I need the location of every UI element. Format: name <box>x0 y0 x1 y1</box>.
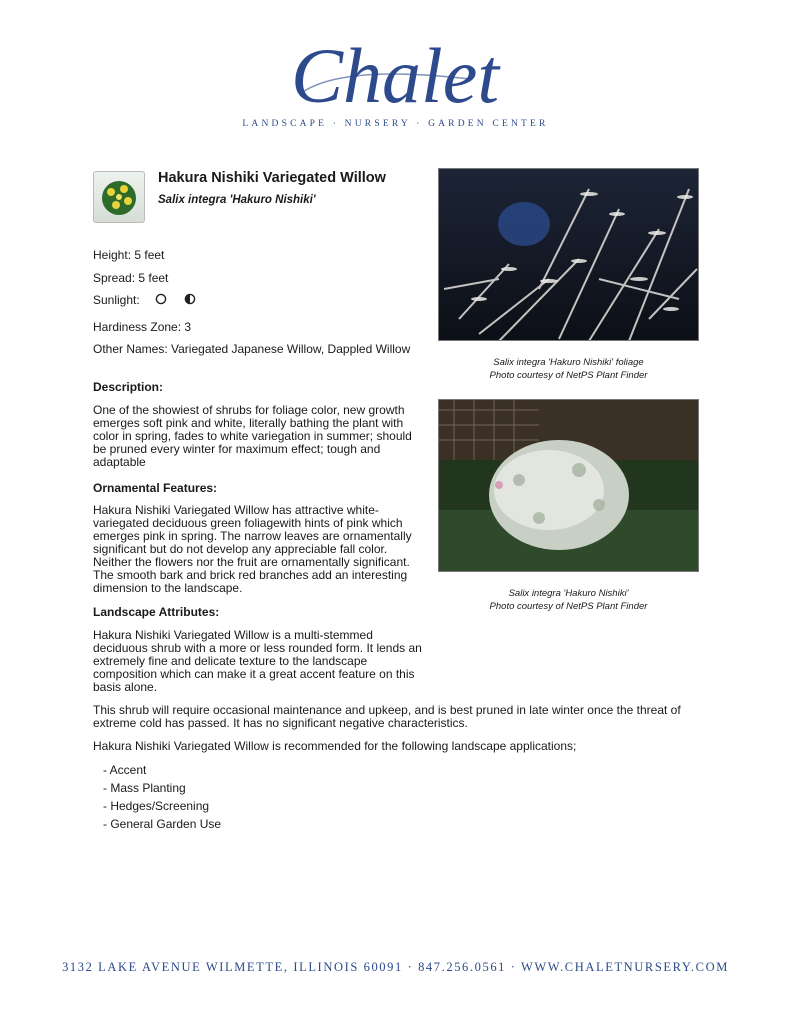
logo-wordmark: Chalet <box>291 32 499 119</box>
chalet-logo <box>0 24 791 124</box>
ornamental-heading: Ornamental Features: <box>93 481 218 495</box>
landscape-text: Hakura Nishiki Variegated Willow is a multi-stemmed deciduous shrub with a more or less rounded form. It lends an extremely fine and delicate texture to the landscape composition which can make it a great accent feature on this basis alone. <box>93 628 422 694</box>
caption-credit: Photo courtesy of NetPS Plant Finder <box>489 370 648 381</box>
plant-thumbnail <box>93 171 145 223</box>
full-sun-icon <box>155 293 167 308</box>
shrub-photo <box>438 399 699 572</box>
application-item: - Hedges/Screening <box>103 799 210 813</box>
sunlight-label: Sunlight: <box>93 293 140 307</box>
plant-common-name: Hakura Nishiki Variegated Willow <box>158 170 386 186</box>
caption-line: Salix integra 'Hakuro Nishiki' <box>508 588 629 599</box>
photo-caption <box>438 587 699 613</box>
spread-attribute: Spread: 5 feet <box>93 271 169 285</box>
hardiness-attribute: Hardiness Zone: 3 <box>93 320 192 334</box>
description-text: One of the showiest of shrubs for foliage color, new growth emerges soft pink and white, literally bathing the plant with color in spring, fades to white variegation in summer; should be pruned every winter for maximum effect; tough and adaptable <box>93 403 412 469</box>
plant-botanical-name: Salix integra 'Hakuro Nishiki' <box>158 194 316 206</box>
sunlight-attribute <box>93 293 196 308</box>
caption-line: Salix integra 'Hakuro Nishiki' foliage <box>493 357 644 368</box>
caption-credit: Photo courtesy of NetPS Plant Finder <box>489 601 648 612</box>
recommended-intro: Hakura Nishiki Variegated Willow is recommended for the following landscape applications; <box>93 739 577 753</box>
other-names-attribute: Other Names: Variegated Japanese Willow, Dappled Willow <box>93 342 411 356</box>
application-item: - Accent <box>103 763 147 777</box>
maintenance-text: This shrub will require occasional maintenance and upkeep, and is best pruned in late winter once the threat of extreme cold has passed. It has no significant negative characteristics. <box>93 703 681 730</box>
foliage-photo <box>438 168 699 341</box>
footer-address: 3132 LAKE AVENUE WILMETTE, ILLINOIS 60091 · 847.256.0561 · WWW.CHALETNURSERY.COM <box>62 960 729 974</box>
application-item: - Mass Planting <box>103 781 186 795</box>
landscape-heading: Landscape Attributes: <box>93 605 220 619</box>
photo-caption <box>438 356 699 382</box>
brand-tagline: LANDSCAPE · NURSERY · GARDEN CENTER <box>242 119 549 129</box>
partial-shade-icon <box>184 293 196 308</box>
application-item: - General Garden Use <box>103 817 222 831</box>
description-heading: Description: <box>93 380 164 394</box>
height-attribute: Height: 5 feet <box>93 248 165 262</box>
ornamental-text: Hakura Nishiki Variegated Willow has attractive white-variegated deciduous green foliagewith hints of pink which emerges pink in spring. The narrow leaves are ornamentally significant but do not develop any appreciable fall color. Neither the flowers nor the fruit are ornamentally significant. The smooth bark and brick red branches add an interesting dimension to the landscape. <box>93 503 412 595</box>
